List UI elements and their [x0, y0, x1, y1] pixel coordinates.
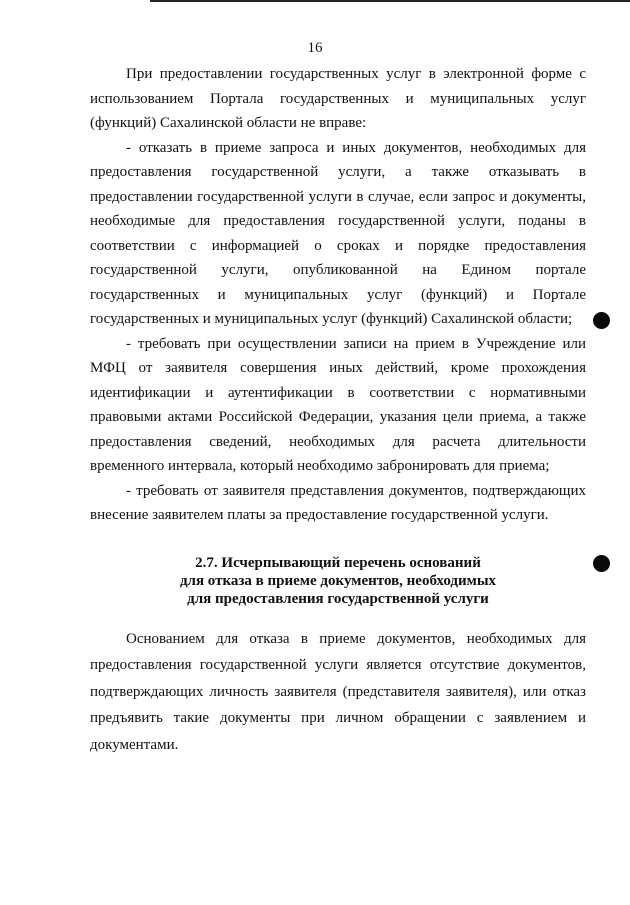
paragraph-grounds: Основанием для отказа в приеме документов, необходимых для предоставления государственной услуги является отсутствие документов, подтверждающих личность заявителя (представителя заявителя), или отказ предъявить такие документы при личном обращении с заявлением и документами.: [90, 630, 586, 753]
document-body: [90, 62, 586, 758]
paragraph-item-appointment: - требовать при осуществлении записи на прием в Учреждение или МФЦ от заявителя совершения иных действий, кроме прохождения идентификации и аутентификации в соответствии с нормативными правовыми актами Российской Федерации, указания цели приема, а также предоставления сведений, необходимых для расчета длительности временного интервала, который необходимо забронировать для приема;: [90, 335, 586, 474]
section-heading-line-2: для отказа в приеме документов, необходимых: [179, 572, 497, 589]
section-heading: [90, 554, 586, 608]
section-heading-line-1: 2.7. Исчерпывающий перечень оснований: [195, 554, 481, 571]
paragraph-item-payment: - требовать от заявителя представления документов, подтверждающих внесение заявителем платы за предоставление государственной услуги.: [90, 482, 586, 523]
punch-hole-mark: [593, 312, 610, 329]
paragraph-item-refuse: - отказать в приеме запроса и иных документов, необходимых для предоставления государственной услуги, а также отказывать в предоставлении государственной услуги в случае, если запрос и документы, необходимые для предоставления государственной услуги, поданы в соответствии с информацией о сроках и порядке предоставления государственной услуги, опубликованной на Едином портале государственных и муниципальных услуг (функций) и Портале государственных и муниципальных услуг (функций) Сахалинской области;: [90, 139, 586, 327]
punch-hole-mark: [593, 555, 610, 572]
page-number: 16: [307, 40, 323, 56]
section-heading-line-3: для предоставления государственной услуги: [187, 590, 489, 607]
page-top-border: [150, 0, 630, 2]
paragraph-intro: При предоставлении государственных услуг в электронной форме с использованием Портала государственных и муниципальных услуг (функций) Сахалинской области не вправе:: [90, 66, 586, 131]
